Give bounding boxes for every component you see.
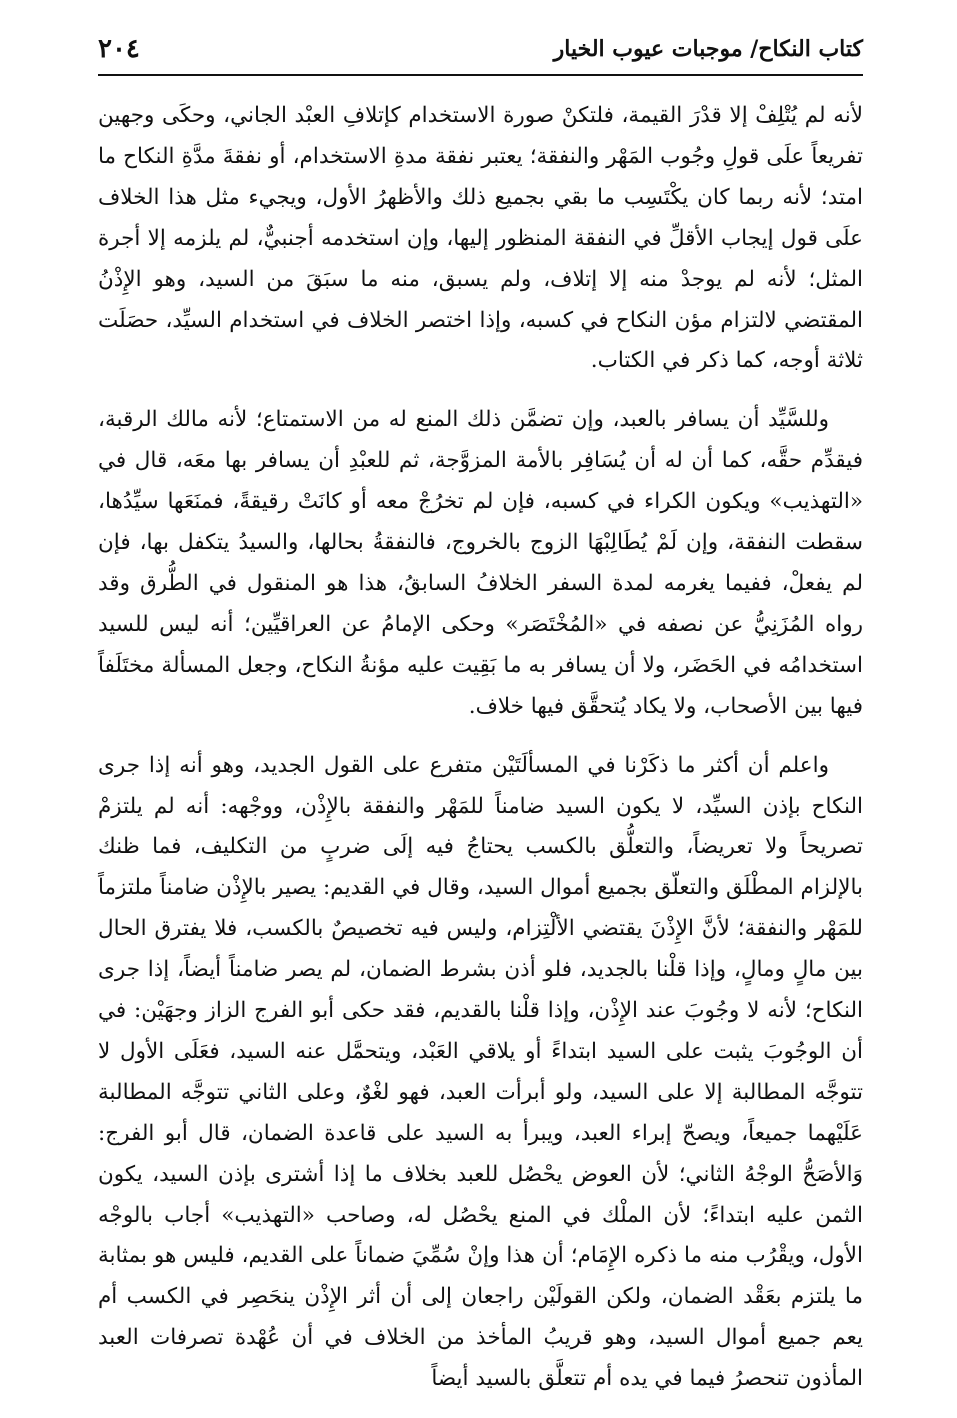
running-title: كتاب النكاح/ موجبات عيوب الخيار bbox=[553, 36, 863, 62]
page-number: ٢٠٤ bbox=[98, 34, 140, 64]
page-header bbox=[98, 30, 863, 76]
paragraph-3: واعلم أن أكثر ما ذكَرْنا في المسألَتَيْن متفرع على القول الجديد، وهو أنه إذا جرى النكاح بإذن السيِّد، لا يكون السيد ضامناً للمَهْر والنفقة بالإِذْن، ووجْهه: أنه لم يلتزمْ تصريحاً ولا تعريضاً، والتعلُّق بالكسب يحتاجُ فيه إلَى ضربٍ من التكليف، فما ظنك بالإلزام المطْلَق والتعلّق بجميع أموال السيد، وقال في القديم: يصير بالإِذْن ضامناً ملتزماً للمَهْر والنفقة؛ لأنَّ الإِذْنَ يقتضي الألْتِزام، وليس فيه تخصيصٌ بالكسب، فلا يفترق الحال بين مالٍ ومالٍ، وإذا قلْنا بالجديد، فلو أذن بشرط الضمان، لم يصر ضامناً أيضاً، إذا جرى النكاح؛ لأنه لا وجُوبَ عند الإِذْن، وإذا قلْنا بالقديم، فقد حكى أبو الفرج الزاز وجهَيْن: في أن الوجُوبَ يثبت على السيد ابتداءً أو يلاقي العَبْد، ويتحمَّل عنه السيد، فعَلَى الأول لا تتوجَّه المطالبة إلا على السيد، ولو أبرأت العبد، فهو لغْوٌ، وعلى الثاني تتوجَّه المطالبة عَلَيْهما جميعاً، ويصحّ إبراء العبد، ويبرأ به السيد على قاعدة الضمان، قال أبو الفرج: وَالأصَحُّ الوجْهُ الثاني؛ لأن العوض يحْصُل للعبد بخلاف ما إذا أشترى بإذن السيد، يكون الثمن عليه ابتداءً؛ لأن الملْك في المنع يحْصُل له، وصاحب «التهذيب» أجاب بالوجْه الأول، ويقْرُب منه ما ذكره الإِمَام؛ أن هذا وإنْ سُمِّيَ ضماناً على القديم، فليس هو بمثابة ما يلتزم بعَقْد الضمان، ولكن القولَيْن راجعان إلى أن أثر الإِذْن ينحَصِر في الكسب أم يعم جميع أموال السيد، وهو قريبُ المأخذ من الخلاف في أن عُهْدة تصرفات العبد المأذون تنحصرُ فيما في يده أم تتعلَّق بالسيد أيضاً bbox=[98, 752, 863, 1392]
body-text bbox=[98, 96, 863, 1418]
paragraph-1: لأنه لم يُتْلِفْ إلا قدْرَ القيمة، فلتكنْ صورة الاستخدام كإتلافِ العبْد الجاني، وحكَى وجهين تفريعاً علَى قولِ وجُوب المَهْر والنفقة؛ يعتبر نفقة مدةِ الاستخدام، أو نفقةَ مدَّةِ النكاح ما امتد؛ لأنه ربما كان يكْتَسِب ما بقي بجميع ذلك والأظهرُ الأول، ويجيء مثل هذا الخلاف علَى قول إيجاب الأقلِّ في النفقة المنظور إليها، وإن استخدمه أجنبيٌّ، لم يلزمه إلا أجرة المثل؛ لأنه لم يوجدْ منه إلا إتلاف، ولم يسبق، منه ما سبَقَ من السيد، وهو الإِذْنُ المقتضي لالتزام مؤن النكاح في كسبه، وإذا اختصر الخلاف في استخدام السيِّد، حصَلَت ثلاثة أوجه، كما ذكر في الكتاب. bbox=[98, 103, 863, 374]
paragraph-2: وللسَّيِّد أن يسافر بالعبد، وإن تضمَّن ذلك المنع له من الاستمتاع؛ لأنه مالك الرقبة، فيقدِّم حقَّه، كما أن له أن يُسَافِر بالأمة المزوَّجة، ثم للعبْدِ أن يسافر بها معَه، قال في «التهذيب» ويكون الكراء في كسبه، فإن لم تخرُجْ معه أو كانَتْ رقيقةً، فمنَعَها سيِّدُها، سقطت النفقة، وإن لَمْ يُطَالِبْهَا الزوج بالخروج، فالنفقةُ بحالها، والسيدُ يتكفل بها، فإن لم يفعلْ، ففيما يغرمه لمدة السفر الخلافُ السابقُ، هذا هو المنقول في الطُّرق وقد رواه المُزَنِيُّ عن نصفه في «المُخْتَصَر» وحكى الإمامُ عن العراقيِّين؛ أنه ليس للسيد استخدامُه في الحَضَر، ولا أن يسافر به ما بَقِيت عليه مؤنةُ النكاح، وجعل المسألة مختَلَفاً فيها بين الأصحاب، ولا يكاد يُتحقَّق فيها خلاف. bbox=[98, 407, 863, 719]
header-divider bbox=[98, 74, 863, 76]
